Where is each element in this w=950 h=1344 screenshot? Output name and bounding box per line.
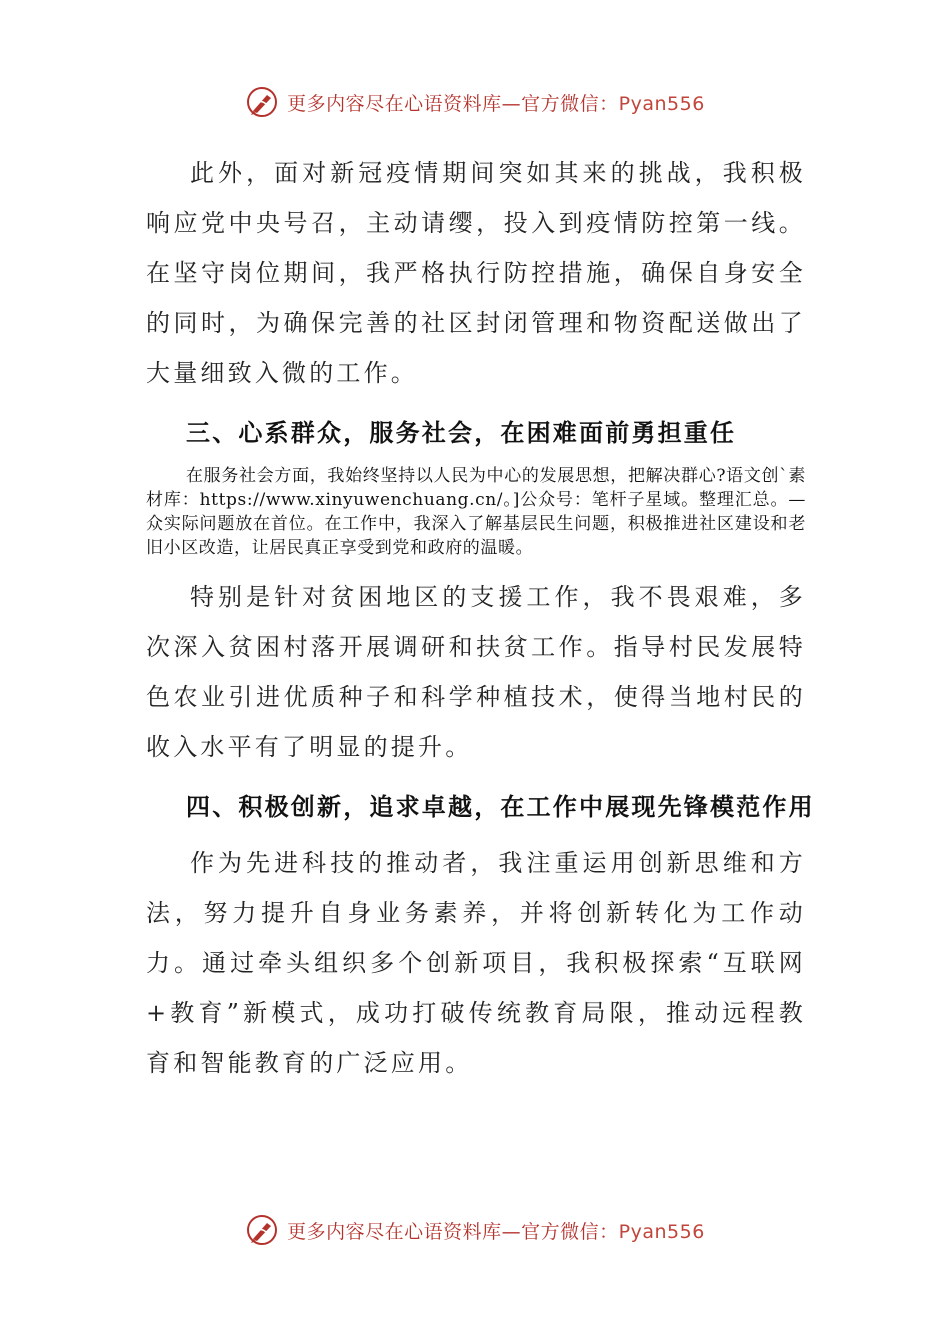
banner-text <box>287 89 705 116</box>
header-banner <box>0 82 950 122</box>
paragraph-innovation: 作为先进科技的推动者，我注重运用创新思维和方法，努力提升自身业务素养，并将创新转化为工作动力。通过牵头组织多个创新项目，我积极探索“互联网+教育”新模式，成功打破传统教育局限，推动远程教育和智能教育的广泛应用。 <box>146 849 806 1077</box>
paragraph-social-service: 在服务社会方面，我始终坚持以人民为中心的发展思想，把解决群心?语文创`素材库：https://www.xinyuwenchuang.cn/。]公众号：笔杆子星域。整理汇总。—众实际问题放在首位。在工作中，我深入了解基层民生问题，积极推进社区建设和老旧小区改造，让居民真正享受到党和政府的温暖。 <box>146 466 806 558</box>
paragraph-poverty-support: 特别是针对贫困地区的支援工作，我不畏艰难，多次深入贫困村落开展调研和扶贫工作。指导村民发展特色农业引进优质种子和科学种植技术，使得当地村民的收入水平有了明显的提升。 <box>146 583 806 761</box>
banner-text <box>287 1217 705 1244</box>
wechat-id: Pyan556 <box>618 92 705 115</box>
section-heading-4: 四、积极创新，追求卓越，在工作中展现先锋模范作用 <box>186 792 815 821</box>
pen-logo-icon <box>245 1213 279 1247</box>
document-body <box>146 148 815 1088</box>
wechat-id: Pyan556 <box>618 1220 705 1243</box>
section-heading-3: 三、心系群众，服务社会，在困难面前勇担重任 <box>186 418 737 447</box>
banner-label: 更多内容尽在心语资料库—官方微信： <box>287 1220 619 1243</box>
banner-label: 更多内容尽在心语资料库—官方微信： <box>287 92 619 115</box>
footer-banner <box>0 1210 950 1250</box>
paragraph-epidemic: 此外，面对新冠疫情期间突如其来的挑战，我积极响应党中央号召，主动请缨，投入到疫情防控第一线。在坚守岗位期间，我严格执行防控措施，确保自身安全的同时，为确保完善的社区封闭管理和物资配送做出了大量细致入微的工作。 <box>146 159 806 387</box>
pen-logo-icon <box>245 85 279 119</box>
